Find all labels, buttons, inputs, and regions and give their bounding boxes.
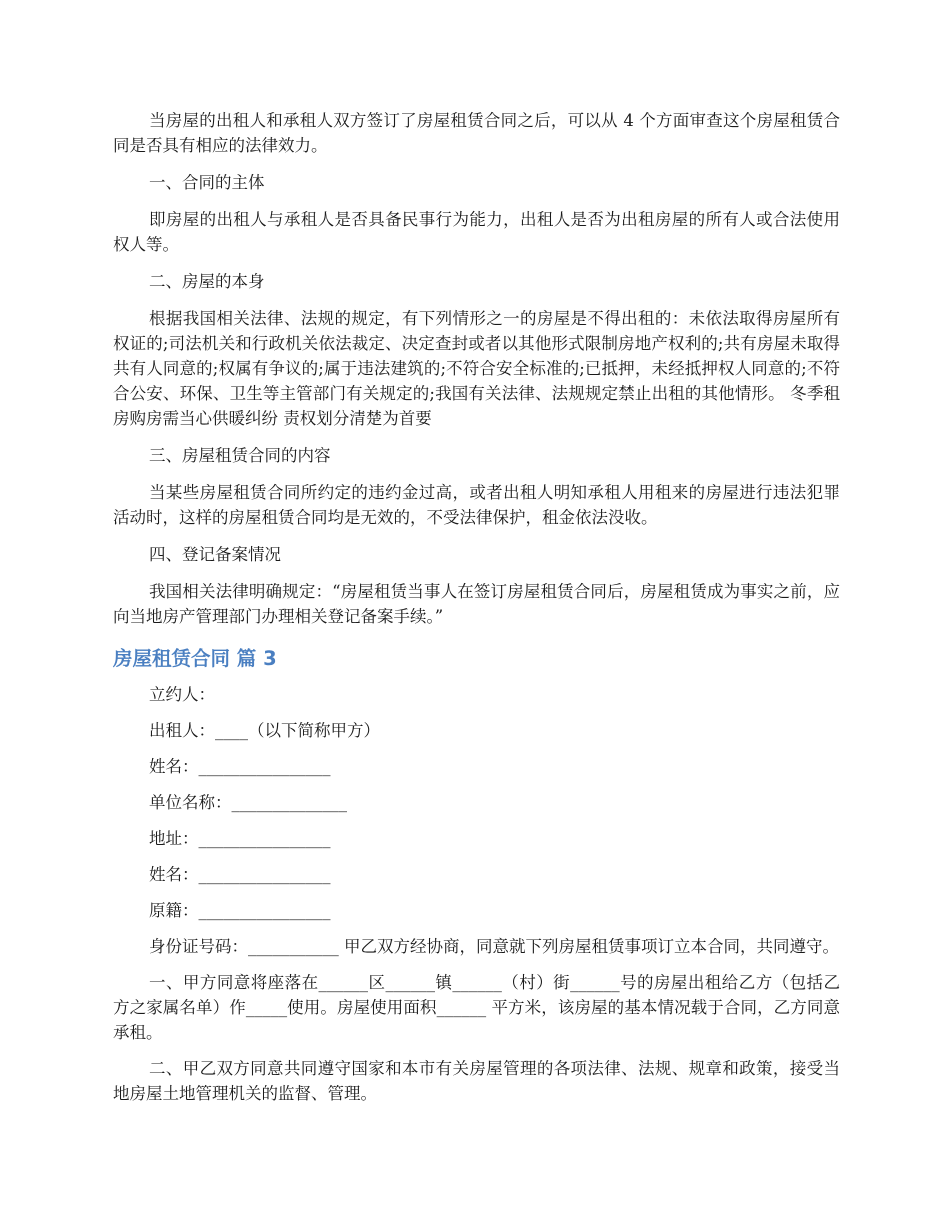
point-3-heading: 三、房屋租赁合同的内容 [149, 446, 331, 465]
point-3-body: 当某些房屋租赁合同所约定的违约金过高，或者出租人明知承租人用租来的房屋进行违法犯罪活动时，这样的房屋租赁合同均是无效的，不受法律保护，租金依法没收。 [113, 483, 840, 527]
field-line: 单位名称：______________ [149, 793, 347, 812]
point-1-body: 即房屋的出租人与承租人是否具备民事行为能力，出租人是否为出租房屋的所有人或合法使用权人等。 [113, 210, 840, 254]
field-line: 姓名：________________ [149, 865, 331, 884]
field-line: 立约人： [149, 685, 215, 704]
field-line: 地址：________________ [149, 829, 331, 848]
field-line: 出租人：____（以下简称甲方） [149, 721, 380, 740]
id-number-paragraph: 身份证号码：___________ 甲乙双方经协商，同意就下列房屋租赁事项订立本合同，共同遵守。 [149, 937, 839, 956]
document-body [113, 108, 840, 1106]
party-fields [113, 682, 840, 923]
section-title: 房屋租赁合同 篇 3 [113, 647, 277, 670]
clause-2-paragraph: 二、甲乙双方同意共同遵守国家和本市有关房屋管理的各项法律、法规、规章和政策，接受当地房屋土地管理机关的监督、管理。 [113, 1059, 840, 1103]
field-line: 原籍：________________ [149, 901, 331, 920]
point-1-heading: 一、合同的主体 [149, 173, 265, 192]
intro-paragraph: 当房屋的出租人和承租人双方签订了房屋租赁合同之后，可以从 4 个方面审查这个房屋租赁合同是否具有相应的法律效力。 [113, 111, 840, 155]
point-4-body: 我国相关法律明确规定：“房屋租赁当事人在签订房屋租赁合同后，房屋租赁成为事实之前，应向当地房产管理部门办理相关登记备案手续。” [113, 582, 840, 626]
point-2-body: 根据我国相关法律、法规的规定，有下列情形之一的房屋是不得出租的：未依法取得房屋所有权证的;司法机关和行政机关依法裁定、决定查封或者以其他形式限制房地产权利的;共有房屋未取得共有人同意的;权属有争议的;属于违法建筑的;不符合安全标准的;已抵押，未经抵押权人同意的;不符合公安、环保、卫生等主管部门有关规定的;我国有关法律、法规规定禁止出租的其他情形。 冬季租房购房需当心供暖纠纷 责权划分清楚为首要 [113, 309, 840, 428]
field-line: 姓名：________________ [149, 757, 331, 776]
point-4-heading: 四、登记备案情况 [149, 545, 281, 564]
clause-1-paragraph: 一、甲方同意将座落在______区______镇______（村）街______号的房屋出租给乙方（包括乙方之家属名单）作_____使用。房屋使用面积______ 平方米，该房屋的基本情况载于合同，乙方同意承租。 [113, 973, 840, 1042]
point-2-heading: 二、房屋的本身 [149, 272, 265, 291]
